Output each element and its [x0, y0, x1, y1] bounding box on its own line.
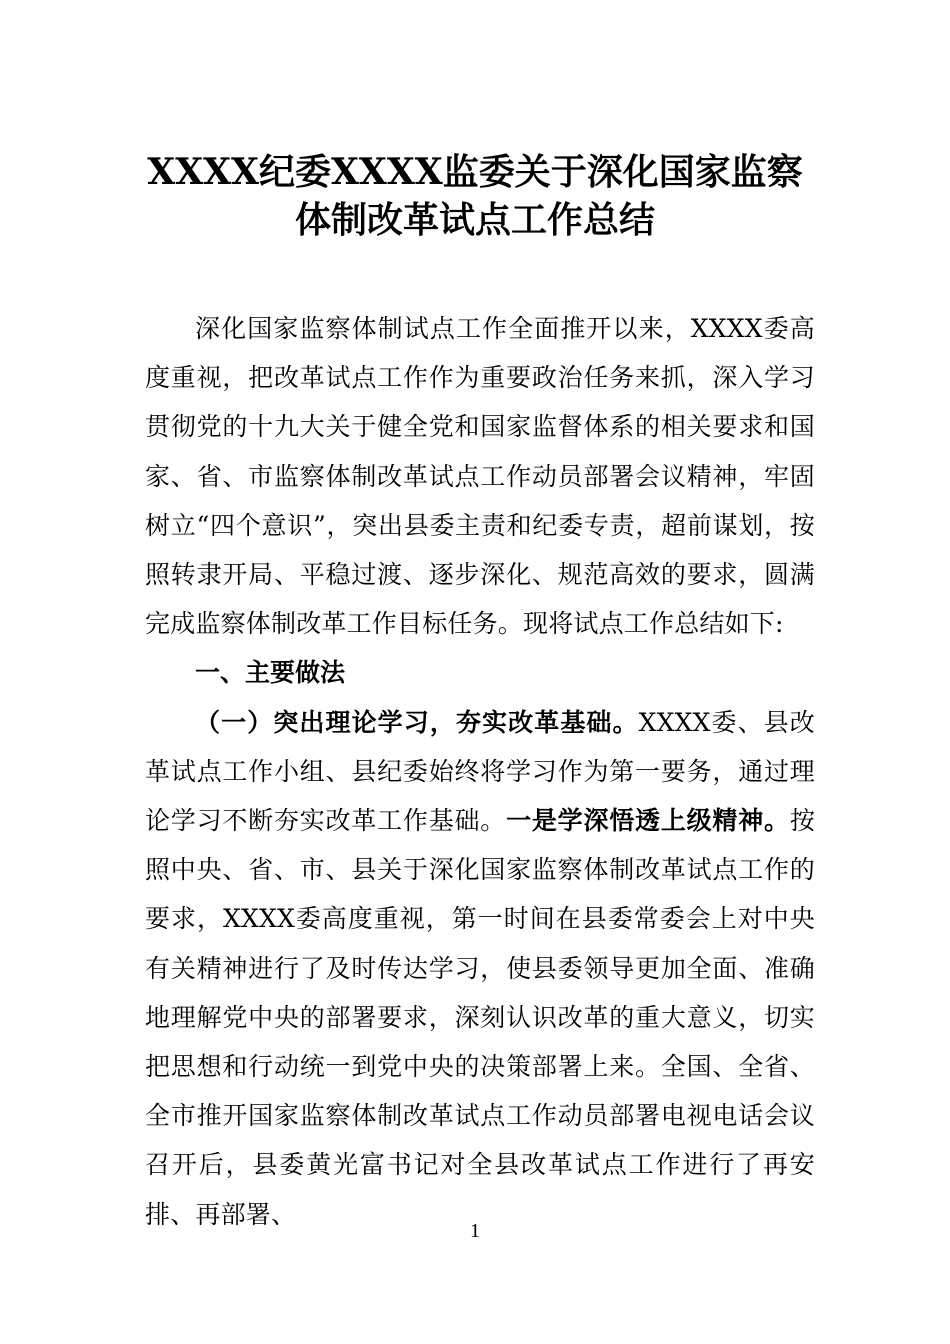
title-line-2: 体制改革试点工作总结 [294, 199, 655, 241]
point-heading: 一是学深悟透上级精神。 [506, 806, 790, 836]
title-line-1: XXXX纪委XXXX监委关于深化国家监察 [147, 151, 803, 193]
subsection-text-a: XXXX委、县改革试点工作小组、县纪委始终将学习作为第一要务，通过理论学习不断夯实改革工作基础。 [145, 707, 815, 836]
document-title [100, 148, 850, 244]
page-number: 1 [470, 1220, 480, 1242]
section-heading: 一、主要做法 [195, 658, 346, 688]
subsection-text-b: 按照中央、省、市、县关于深化国家监察体制改革试点工作的要求，XXXX委高度重视，第一时间在县委常委会上对中央有关精神进行了及时传达学习，使县委领导更加全面、准确地理解党中央的部署要求，深刻认识改革的重大意义，切实把思想和行动统一到党中央的决策部署上来。全国、全省、全市推开国家监察体制改革试点工作动员部署电视电话会议召开后，县委黄光富书记对全县改革试点工作进行了再安排、再部署、 [145, 806, 816, 1229]
document-body [145, 304, 815, 1239]
intro-paragraph: 深化国家监察体制试点工作全面推开以来，XXXX委高度重视，把改革试点工作作为重要政治任务来抓，深入学习贯彻党的十九大关于健全党和国家监督体系的相关要求和国家、省、市监察体制改革试点工作动员部署会议精神，牢固树立“四个意识”，突出县委主责和纪委专责，超前谋划，按照转隶开局、平稳过渡、逐步深化、规范高效的要求，圆满完成监察体制改革工作目标任务。现将试点工作总结如下: [145, 314, 815, 639]
subsection-paragraph [145, 698, 815, 1239]
subsection-heading: （一）突出理论学习，夯实改革基础。 [195, 707, 639, 737]
